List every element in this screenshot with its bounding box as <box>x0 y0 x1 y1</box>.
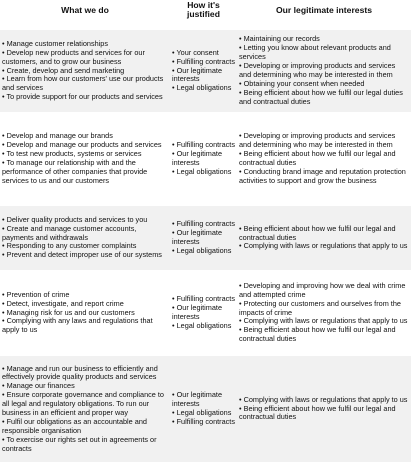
bullet-item: • Developing and improving how we deal with crime and attempted crime <box>239 280 406 299</box>
bullet-item: • Fulfil our obligations as an accountable and responsible organisation <box>2 416 147 435</box>
what-we-do-cell <box>0 216 170 260</box>
bullet-item: • Maintaining our records <box>239 34 320 44</box>
justification-cell <box>170 49 237 93</box>
bullet-item: • Create and manage customer accounts, payments and withdrawals <box>2 223 137 242</box>
bullet-item: • Being efficient about how we fulfil our legal and contractual duties <box>239 403 396 422</box>
bullet-item: • Prevent and detect improper use of our systems <box>2 250 162 260</box>
bullet-item: • Detect, investigate, and report crime <box>2 298 124 308</box>
bullet-item: • Complying with any laws and regulations that apply to us <box>2 316 153 335</box>
what-we-do-cell <box>0 365 170 454</box>
table-row <box>0 273 411 353</box>
bullet-item: • Our legitimate interests <box>172 228 223 246</box>
what-we-do-cell <box>0 291 170 335</box>
legitimate-interests-cell <box>237 282 411 344</box>
justification-cell <box>170 220 237 256</box>
bullet-item: • Our legitimate interests <box>172 303 223 321</box>
bullet-item: • Managing risk for us and our customers <box>2 307 135 317</box>
table-row <box>0 30 411 112</box>
bullet-item: • To exercise our rights set out in agreements or contracts <box>2 434 157 453</box>
bullet-item: • Fulfilling contracts <box>172 294 235 304</box>
bullet-item: • Being efficient about how we fulfil our legal and contractual duties <box>239 223 396 242</box>
bullet-item: • To provide support for our products and services <box>2 92 163 102</box>
bullet-item: • Being efficient about how we fulfil our legal and contractual duties <box>239 325 396 344</box>
header-what-we-do: What we do <box>61 5 109 15</box>
bullet-item: • Your consent <box>172 47 219 57</box>
bullet-item: • Responding to any customer complaints <box>2 241 137 251</box>
bullet-item: • Fulfilling contracts <box>172 56 235 66</box>
legitimate-interests-cell <box>237 132 411 185</box>
bullet-item: • Complying with laws or regulations that apply to us <box>239 241 408 251</box>
legitimate-interests-cell <box>237 225 411 252</box>
bullet-item: • To manage our relationship with and the performance of other companies that provide services to us and our customers <box>2 158 148 185</box>
table-row <box>0 115 411 203</box>
what-we-do-cell <box>0 40 170 102</box>
bullet-item: • Prevention of crime <box>2 289 70 299</box>
table-row <box>0 206 411 270</box>
bullet-item: • Fulfilling contracts <box>172 140 235 150</box>
bullet-item: • Create, develop and send marketing <box>2 65 125 75</box>
bullet-item: • Conducting brand image and reputation protection activities to support and grow the business <box>239 166 406 185</box>
bullet-item: • Developing or improving products and services and determining who may be interested in them <box>239 131 396 150</box>
bullet-item: • Legal obligations <box>172 320 232 330</box>
bullet-item: • Legal obligations <box>172 83 232 93</box>
bullet-item: • Being efficient about how we fulfil our legal and contractual duties <box>239 149 396 167</box>
justification-cell <box>170 391 237 427</box>
bullet-item: • Protecting our customers and ourselves from the impacts of crime <box>239 298 401 317</box>
bullet-item: • Develop and manage our brands <box>2 131 113 141</box>
bullet-item: • Develop new products and services for our customers, and to grow our business <box>2 47 145 66</box>
table-header <box>0 0 411 30</box>
table-body <box>0 30 411 462</box>
bullet-item: • Legal obligations <box>172 245 232 255</box>
bullet-item: • Developing or improving products and services and determining who may be interested in them <box>239 61 396 79</box>
bullet-item: • Manage our finances <box>2 381 75 391</box>
bullet-item: • Complying with laws or regulations that apply to us <box>239 316 408 326</box>
header-legitimate-interests: Our legitimate interests <box>276 5 372 15</box>
justification-cell <box>170 295 237 331</box>
bullet-item: • Learn from how our customers' use our products and services <box>2 74 164 93</box>
bullet-item: • Obtaining your consent when needed <box>239 78 365 88</box>
bullet-item: • Legal obligations <box>172 408 232 417</box>
bullet-item: • Being efficient about how we fulfil our legal duties and contractual duties <box>239 87 403 106</box>
bullet-item: • Our legitimate interests <box>172 390 223 409</box>
legitimate-interests-cell <box>237 35 411 106</box>
bullet-item: • Legal obligations <box>172 166 232 176</box>
bullet-item: • Our legitimate interests <box>172 149 223 167</box>
bullet-item: • Develop and manage our products and services <box>2 140 162 150</box>
bullet-item: • Ensure corporate governance and compliance to all legal and regulatory obligations. To run our business in an efficient and proper way <box>2 390 164 417</box>
justification-cell <box>170 141 237 177</box>
bullet-item: • Manage customer relationships <box>2 38 108 48</box>
bullet-item: • Letting you know about relevant products and services <box>239 43 391 62</box>
bullet-item: • Fulfilling contracts <box>172 219 235 229</box>
bullet-item: • Deliver quality products and services to you <box>2 214 148 224</box>
bullet-item: • Complying with laws or regulations that apply to us <box>239 394 408 404</box>
legitimate-interests-cell <box>237 396 411 423</box>
bullet-item: • Manage and run our business to efficiently and effectively provide quality products and services <box>2 363 158 382</box>
bullet-item: • Our legitimate interests <box>172 65 223 84</box>
what-we-do-cell <box>0 132 170 185</box>
bullet-item: • To test new products, systems or services <box>2 149 142 159</box>
bullet-item: • Fulfilling contracts <box>172 416 235 426</box>
table-row <box>0 356 411 462</box>
header-how-justified: How it's justified <box>187 0 220 20</box>
